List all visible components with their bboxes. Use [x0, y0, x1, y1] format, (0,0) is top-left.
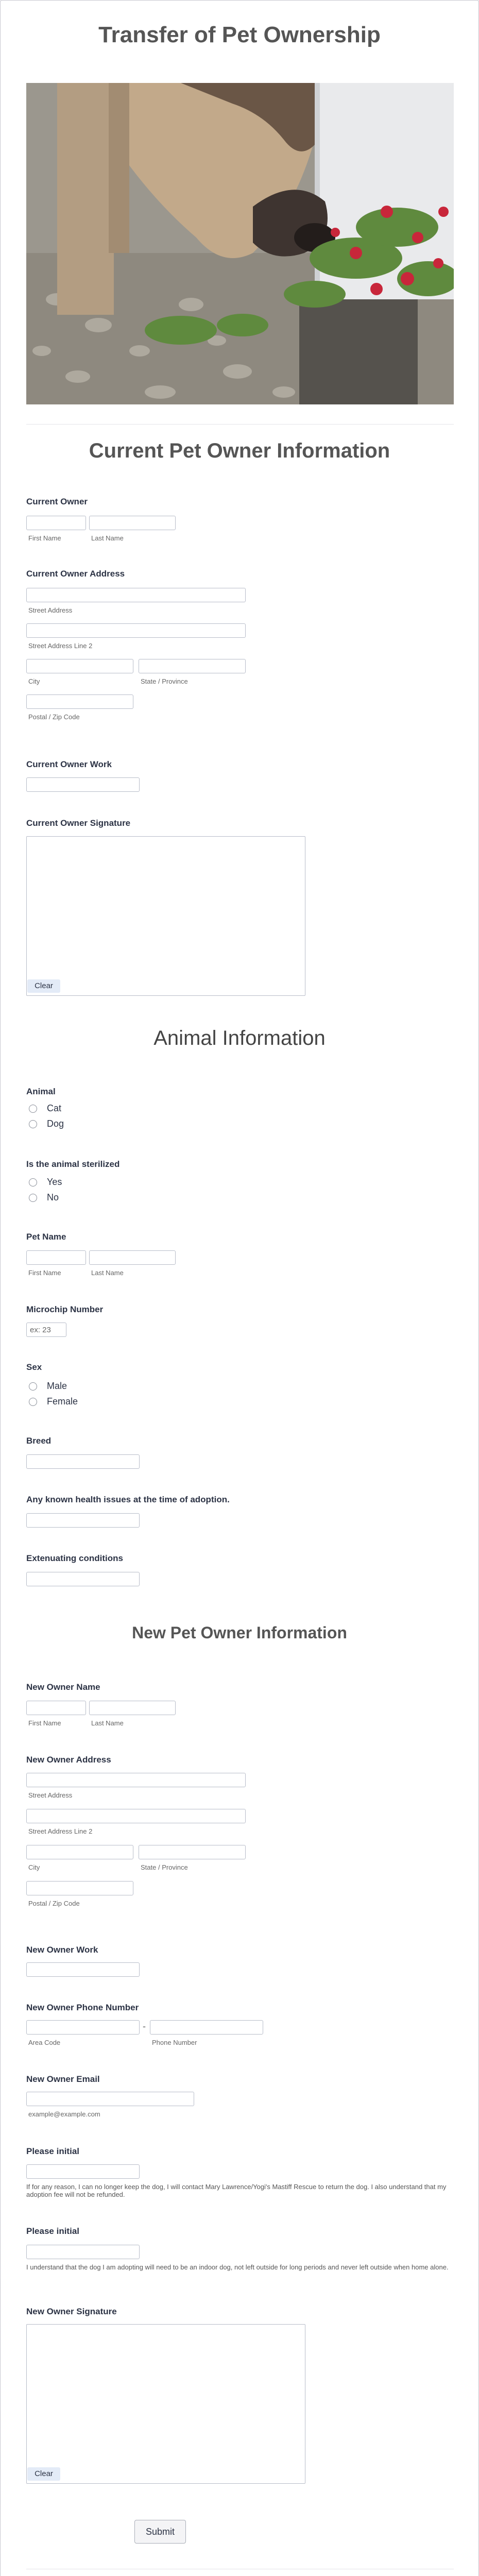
animal-info-heading: Animal Information [153, 1027, 326, 1049]
pet-first-name-input[interactable] [26, 1250, 86, 1265]
microchip-label: Microchip Number [26, 1304, 104, 1314]
animal-cat-radio[interactable] [29, 1105, 37, 1113]
initial2-label: Please initial [26, 2226, 79, 2236]
street2-sublabel: Street Address Line 2 [28, 642, 93, 650]
current-street-input[interactable] [26, 588, 246, 602]
new-street-sublabel: Street Address [28, 1791, 73, 1799]
current-owner-signature-pad[interactable] [26, 836, 305, 996]
sterilized-no-label: No [47, 1192, 59, 1202]
new-owner-signature-pad[interactable] [26, 2324, 305, 2484]
initial1-note: If for any reason, I can no longer keep the dog, I will contact Mary Lawrence/Yogi's Mastiff Rescue to return the dog. I also understand that my adoption fee will not be refunded. [26, 2183, 447, 2198]
new-state-sublabel: State / Province [141, 1863, 188, 1871]
current-state-input[interactable] [139, 659, 246, 673]
new-owner-signature-label: New Owner Signature [26, 2307, 117, 2316]
phone-number-input[interactable] [150, 2020, 263, 2035]
breed-input[interactable] [26, 1454, 140, 1469]
animal-label: Animal [26, 1087, 56, 1096]
new-owner-name-label: New Owner Name [26, 1682, 100, 1692]
current-postal-input[interactable] [26, 694, 133, 709]
extenuating-input[interactable] [26, 1572, 140, 1586]
sterilized-yes-label: Yes [47, 1177, 62, 1187]
sex-male-radio[interactable] [29, 1382, 37, 1391]
current-street2-input[interactable] [26, 623, 246, 638]
area-code-sublabel: Area Code [28, 2039, 61, 2046]
animal-dog-radio[interactable] [29, 1120, 37, 1128]
phone-separator: - [143, 2021, 146, 2031]
initial1-input[interactable] [26, 2164, 140, 2179]
current-owner-last-name-input[interactable] [89, 516, 176, 530]
new-city-input[interactable] [26, 1845, 133, 1859]
current-city-input[interactable] [26, 659, 133, 673]
current-owner-work-input[interactable] [26, 777, 140, 792]
current-owner-heading: Current Pet Owner Information [89, 439, 390, 462]
sex-female-label: Female [47, 1396, 78, 1406]
health-issues-input[interactable] [26, 1513, 140, 1528]
new-owner-work-label: New Owner Work [26, 1945, 98, 1955]
current-owner-work-label: Current Owner Work [26, 759, 112, 769]
sterilized-label: Is the animal sterilized [26, 1159, 120, 1169]
new-owner-address-label: New Owner Address [26, 1755, 111, 1765]
sex-male-label: Male [47, 1381, 67, 1391]
sex-label: Sex [26, 1362, 42, 1372]
microchip-input[interactable]: ex: 23 [26, 1323, 66, 1337]
new-city-sublabel: City [28, 1863, 40, 1871]
new-state-input[interactable] [139, 1845, 246, 1859]
new-last-name-sublabel: Last Name [91, 1719, 124, 1727]
current-owner-label: Current Owner [26, 497, 88, 506]
pet-name-label: Pet Name [26, 1232, 66, 1242]
current-owner-signature-label: Current Owner Signature [26, 818, 131, 828]
sex-female-radio[interactable] [29, 1398, 37, 1406]
first-name-sublabel: First Name [28, 534, 61, 542]
health-issues-label: Any known health issues at the time of adoption. [26, 1495, 230, 1504]
clear-signature-button[interactable]: Clear [27, 979, 60, 993]
email-sublabel: example@example.com [28, 2110, 100, 2118]
city-sublabel: City [28, 677, 40, 685]
submit-button[interactable]: Submit [134, 2520, 186, 2544]
initial2-note: I understand that the dog I am adopting will need to be an indoor dog, not left outside for long periods and never left outside when home alone. [26, 2263, 449, 2271]
street-sublabel: Street Address [28, 606, 73, 614]
new-street-input[interactable] [26, 1773, 246, 1787]
new-postal-input[interactable] [26, 1881, 133, 1895]
phone-number-sublabel: Phone Number [152, 2039, 197, 2046]
extenuating-label: Extenuating conditions [26, 1553, 123, 1563]
section-divider [26, 424, 454, 425]
initial2-input[interactable] [26, 2245, 140, 2259]
new-owner-phone-label: New Owner Phone Number [26, 2003, 139, 2012]
new-owner-work-input[interactable] [26, 1962, 140, 1977]
sterilized-no-radio[interactable] [29, 1194, 37, 1202]
animal-dog-label: Dog [47, 1118, 64, 1129]
breed-label: Breed [26, 1436, 52, 1446]
new-owner-heading: New Pet Owner Information [132, 1623, 347, 1642]
new-owner-email-label: New Owner Email [26, 2074, 100, 2084]
new-street2-sublabel: Street Address Line 2 [28, 1827, 93, 1835]
last-name-sublabel: Last Name [91, 534, 124, 542]
new-owner-email-input[interactable] [26, 2092, 194, 2106]
state-sublabel: State / Province [141, 677, 188, 685]
new-street2-input[interactable] [26, 1809, 246, 1823]
pet-last-name-input[interactable] [89, 1250, 176, 1265]
current-owner-first-name-input[interactable] [26, 516, 86, 530]
form-title: Transfer of Pet Ownership [98, 22, 381, 47]
initial1-label: Please initial [26, 2146, 79, 2156]
dog-photo [26, 83, 454, 404]
new-first-name-sublabel: First Name [28, 1719, 61, 1727]
postal-sublabel: Postal / Zip Code [28, 713, 80, 721]
sterilized-yes-radio[interactable] [29, 1178, 37, 1187]
current-owner-address-label: Current Owner Address [26, 569, 125, 579]
pet-first-name-sublabel: First Name [28, 1269, 61, 1277]
new-owner-first-name-input[interactable] [26, 1701, 86, 1715]
clear-new-signature-button[interactable]: Clear [27, 2467, 60, 2481]
area-code-input[interactable] [26, 2020, 140, 2035]
pet-last-name-sublabel: Last Name [91, 1269, 124, 1277]
new-owner-last-name-input[interactable] [89, 1701, 176, 1715]
new-postal-sublabel: Postal / Zip Code [28, 1900, 80, 1907]
animal-cat-label: Cat [47, 1103, 62, 1113]
